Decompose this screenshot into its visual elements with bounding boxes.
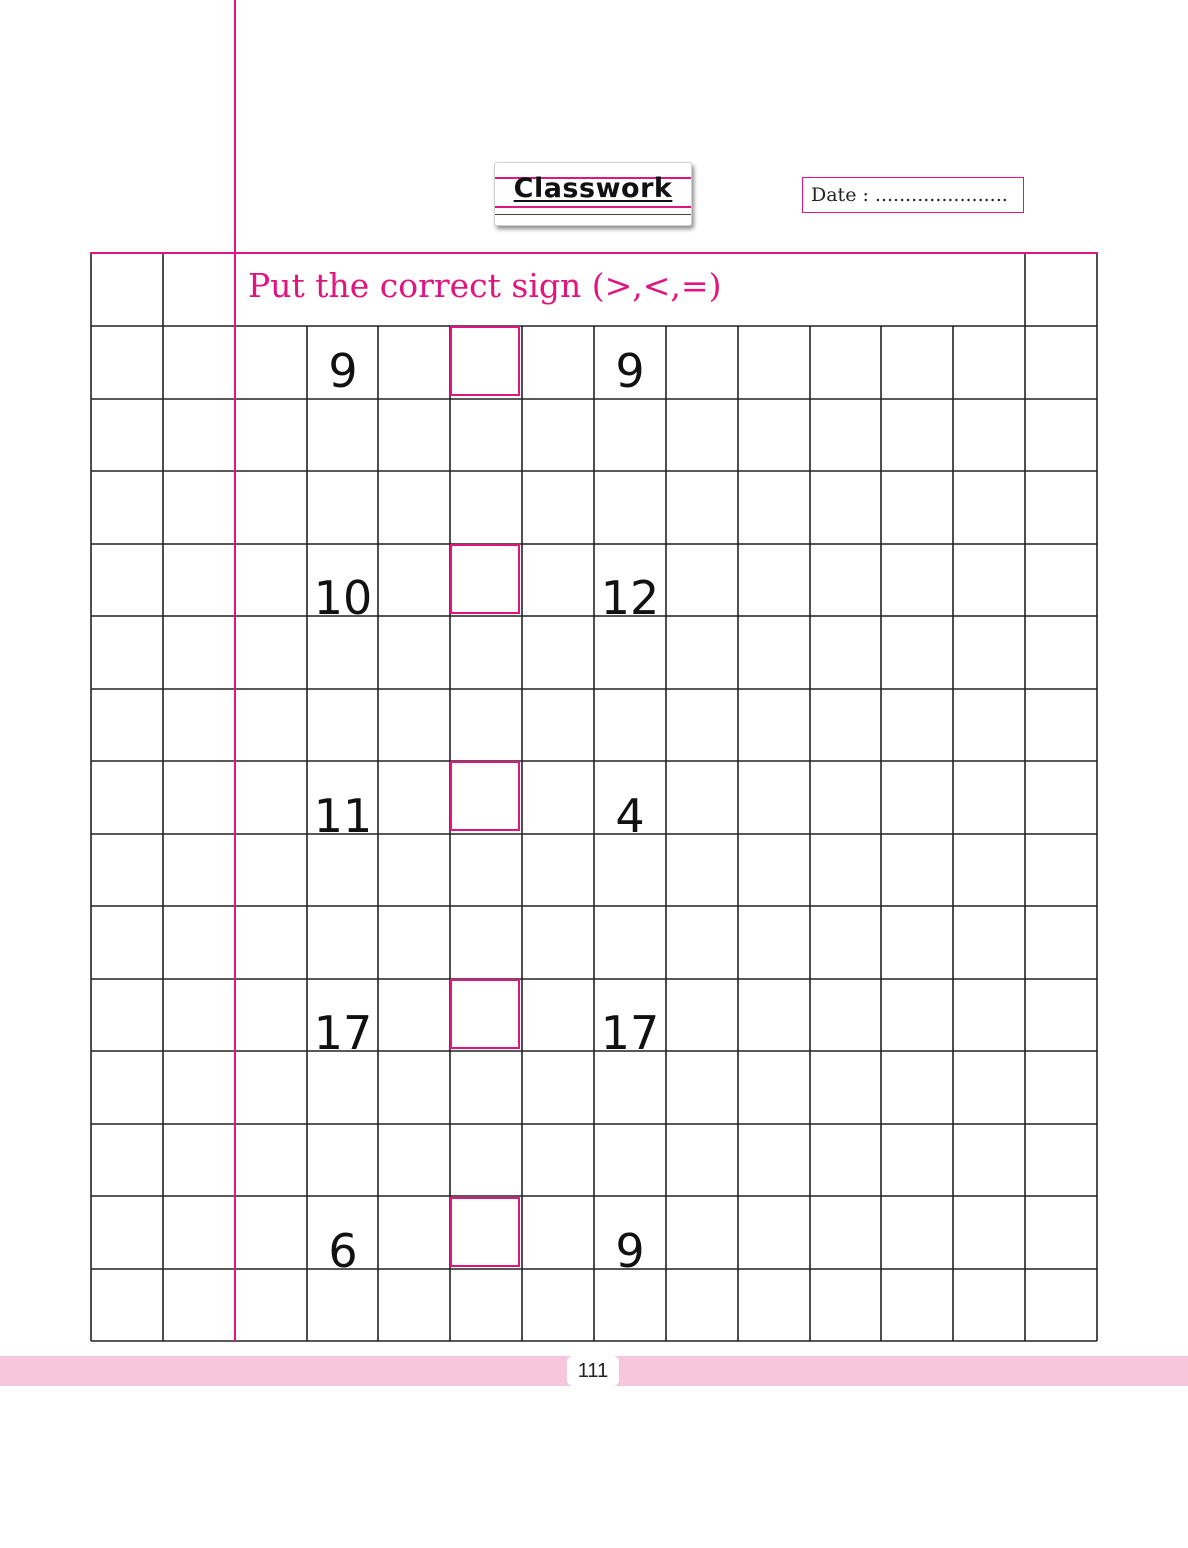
margin-line: [234, 0, 236, 1342]
right-number: 17: [600, 1006, 660, 1060]
right-number: 4: [615, 789, 645, 843]
page-number: 111: [567, 1356, 619, 1386]
left-number: 11: [313, 789, 373, 843]
left-number: 6: [328, 1224, 358, 1278]
answer-box[interactable]: [450, 326, 520, 396]
date-field[interactable]: Date : ......................: [802, 177, 1024, 213]
left-number: 10: [313, 571, 373, 625]
left-number: 17: [313, 1006, 373, 1060]
answer-box[interactable]: [450, 761, 520, 831]
badge-rule: [495, 206, 691, 208]
left-number: 9: [328, 344, 358, 398]
classwork-label: Classwork: [513, 173, 673, 204]
instruction-text: Put the correct sign (>,<,=): [248, 266, 722, 305]
top-rule: [90, 252, 1098, 254]
badge-rule: [495, 214, 691, 215]
right-number: 9: [615, 1224, 645, 1278]
answer-box[interactable]: [450, 544, 520, 614]
right-number: 12: [600, 571, 660, 625]
answer-box[interactable]: [450, 979, 520, 1049]
right-number: 9: [615, 344, 645, 398]
classwork-badge: [494, 162, 692, 226]
answer-box[interactable]: [450, 1197, 520, 1267]
